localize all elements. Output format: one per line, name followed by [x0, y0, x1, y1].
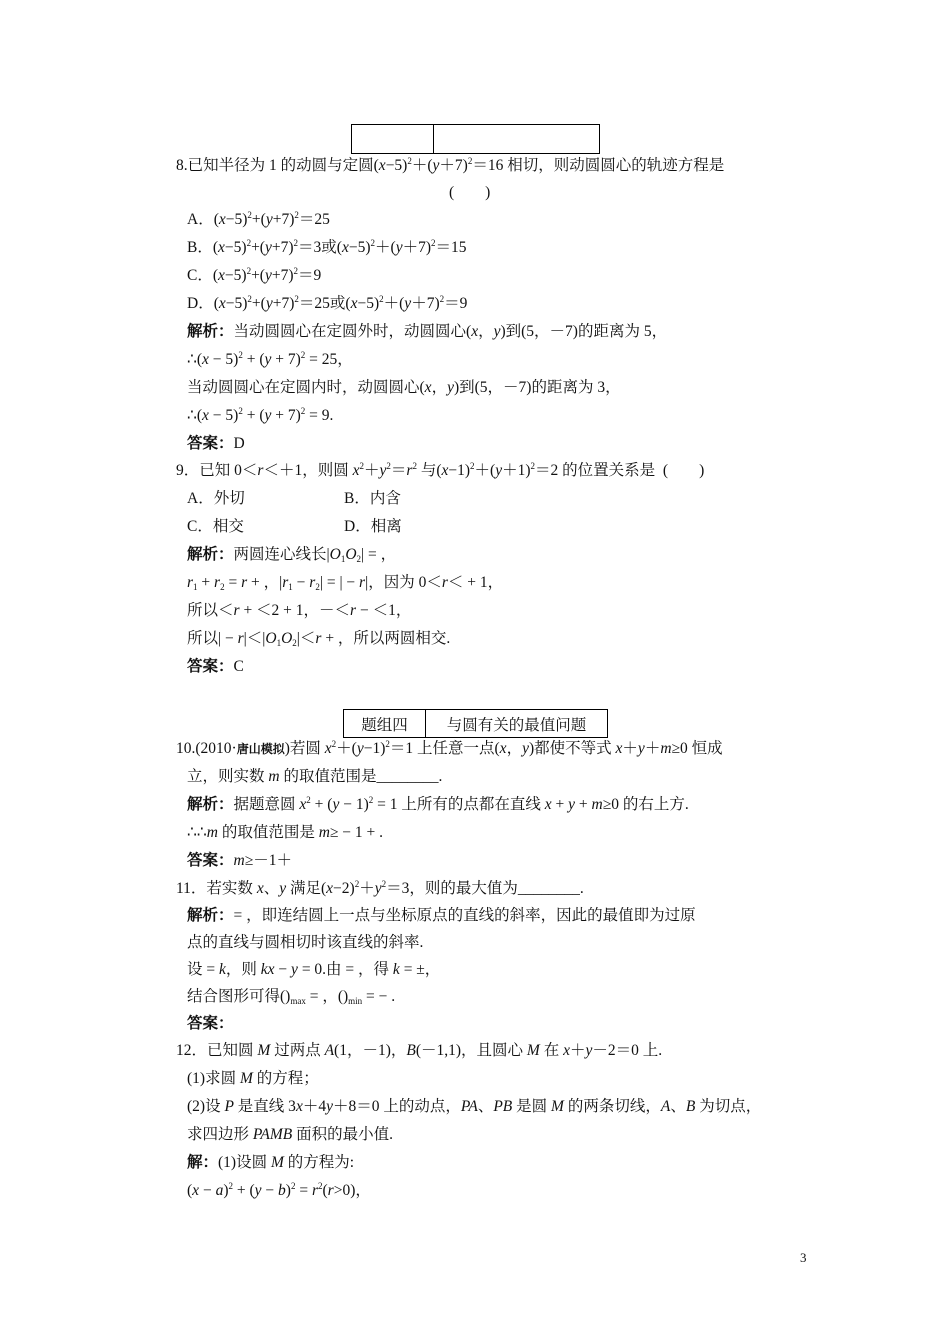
page-number: 3 [800, 1250, 807, 1265]
q12-solution-2: $(x - a)^2 + (y - b)^2 = r^2(r>0)$， [187, 1181, 371, 1199]
q8-option-b: B．$(x-5)^2+(y+7)^2=3$或$(x-5)^2+(y+7)^2=15$ [187, 238, 467, 256]
q12-solution-1: 解：(1)设圆 M 的方程为: [187, 1154, 355, 1171]
header-cell-2 [434, 125, 599, 153]
q9-option-d: D．相离 [344, 518, 402, 535]
header-cell-1 [352, 125, 434, 153]
q12-stem: 12．已知圆 M 过两点 A(1，－1)，B(－1,1)，且圆心 M 在 x＋y－2＝0 上. [176, 1042, 663, 1059]
q8-answer-paren: ( ) [449, 184, 491, 201]
q12-part-1: (1)求圆 M 的方程； [187, 1070, 319, 1087]
q11-solution-4: 结合图形可得$()_{max}$ = ，$()_{min}$ = − . [187, 988, 396, 1006]
group4-title: 与圆有关的最值问题 [446, 716, 587, 734]
q9-solution-1: 解析：两圆连心线长$|O_1O_2|$ = ， [187, 546, 397, 564]
q11-solution-1: 解析：= ，即连结圆上一点与坐标原点的直线的斜率，因此的最值即为过原 [187, 907, 696, 924]
q10-stem-1: 10.(2010·唐山模拟)若圆 $x^2+(y-1)^2=1$ 上任意一点(x，y)都使不等式 x＋y＋m≥0 恒成 [176, 739, 723, 757]
q10-solution-1: 解析：据题意圆 $x^2 + (y - 1)^2 = 1$ 上所有的点都在直线 x + y + m≥0 的右上方. [187, 795, 689, 813]
q9-option-c: C．相交 [187, 518, 244, 535]
q10-answer: 答案：m≥－1＋ [187, 852, 292, 869]
q8-solution-1: 解析：当动圆圆心在定圆外时，动圆圆心(x，y)到(5，－7)的距离为 5， [187, 323, 668, 340]
q9-option-a: A．外切 [187, 490, 245, 507]
q9-solution-3: 所以＜r + ＜2 + 1，－＜r − ＜1， [187, 602, 412, 619]
q11-solution-2: 点的直线与圆相切时该直线的斜率. [187, 934, 424, 951]
q8-answer: 答案：D [187, 435, 245, 452]
q9-solution-2: $r_1 + r_2 = r$ + ，$|r_1 - r_2|$ = | − r|，因为 0＜r＜ + 1， [187, 574, 504, 592]
q8-solution-3: 当动圆圆心在定圆内时，动圆圆心(x，y)到(5，－7)的距离为 3， [187, 379, 621, 396]
q9-solution-4: 所以| − $r|<|O_1O_2|<r$ + ，所以两圆相交. [187, 630, 451, 648]
q8-option-d: D．$(x-5)^2+(y+7)^2=25$或$(x-5)^2+(y+7)^2=9$ [187, 294, 468, 312]
group4-label: 题组四 [344, 710, 426, 737]
q11-stem: 11．若实数 x、y 满足$(x-2)^2+y^2=3$，则的最大值为________. [176, 879, 584, 897]
q9-option-b: B．内含 [344, 490, 401, 507]
q11-solution-3: 设 = k，则 kx − y = 0.由 = ，得 k = ±， [187, 961, 441, 978]
header-table [351, 124, 600, 154]
q8-option-c: C．$(x-5)^2+(y+7)^2=9$ [187, 266, 322, 284]
q8-option-a: A．$(x-5)^2+(y+7)^2=25$ [187, 210, 330, 228]
q12-part-2-cont: 求四边形 PAMB 面积的最小值. [187, 1126, 393, 1143]
q8-solution-4: ∴(x − $5)^2 + (y + 7)^2 = 9$. [187, 406, 334, 424]
q9-stem: 9．已知 0＜r＜＋1，则圆 $x^2+y^2=r^2$ 与$(x-1)^2+(y+1)^2=2$ 的位置关系是 ( ) [176, 461, 705, 479]
q10-stem-2: 立，则实数 m 的取值范围是________. [187, 768, 443, 785]
q8-solution-2: ∴(x − $5)^2 + (y + 7)^2 = 25$， [187, 350, 353, 368]
q11-answer: 答案： [187, 1015, 234, 1032]
q10-solution-2: ∴∴m 的取值范围是 m≥ − 1 + . [187, 824, 384, 841]
q12-part-2: (2)设 P 是直线 3x＋4y＋8＝0 上的动点，PA、PB 是圆 M 的两条切线，A、B 为切点， [187, 1098, 762, 1115]
group4-table [343, 709, 608, 738]
q9-answer: 答案：C [187, 658, 244, 675]
q8-stem: 8.已知半径为 1 的动圆与定圆$(x-5)^2+(y+7)^2=16$ 相切，则动圆圆心的轨迹方程是 [176, 156, 725, 174]
